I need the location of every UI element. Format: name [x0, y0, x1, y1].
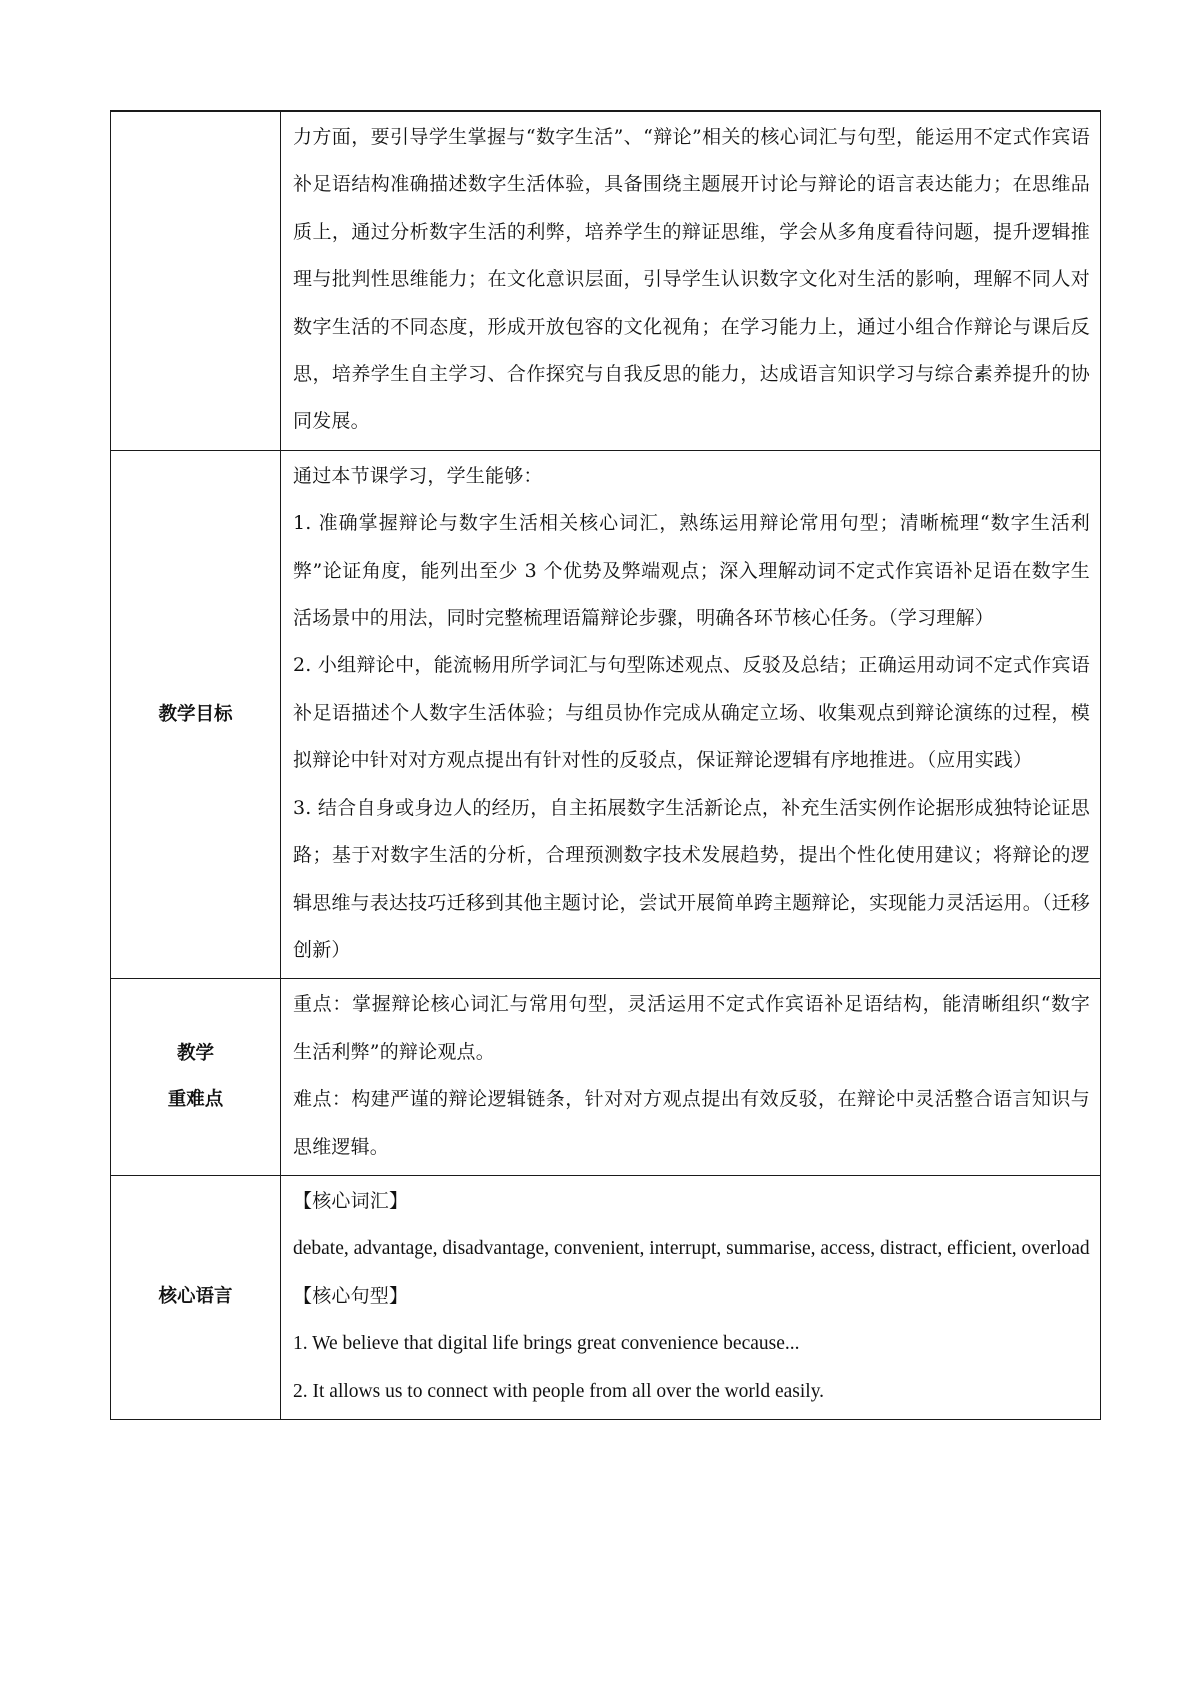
sentence-heading: 【核心句型】: [293, 1284, 409, 1307]
objective-item-1: 1. 准确掌握辩论与数字生活相关核心词汇，熟练运用辩论常用句型；清晰梳理“数字生活利弊”论证角度，能列出至少 3 个优势及弊端观点；深入理解动词不定式作宾语补足语在数字生活场景中的用法，同时完整梳理语篇辩论步骤，明确各环节核心任务。（学习理解）: [293, 512, 1090, 630]
keypoints-label: [111, 979, 281, 1176]
sentence-item-1: 1. We believe that digital life brings great convenience because...: [293, 1333, 800, 1355]
table-row-goals-continued: [111, 111, 1101, 450]
keypoints-label-line2: 重难点: [167, 1089, 224, 1111]
language-cell: [281, 1175, 1101, 1419]
table-row-keypoints: [111, 979, 1101, 1176]
keypoints-difficulty: 难点：构建严谨的辩论逻辑链条，针对对方观点提出有效反驳，在辩论中灵活整合语言知识与思维逻辑。: [293, 1088, 1090, 1158]
objective-item-2: 2. 小组辩论中，能流畅用所学词汇与句型陈述观点、反驳及总结；正确运用动词不定式作宾语补足语描述个人数字生活体验；与组员协作完成从确定立场、收集观点到辩论演练的过程，模拟辩论中针对对方观点提出有针对性的反驳点，保证辩论逻辑有序地推进。（应用实践）: [293, 654, 1090, 772]
keypoints-cell: [281, 979, 1101, 1176]
goals-continued-cell: [281, 111, 1101, 450]
objectives-label: 教学目标: [111, 450, 281, 978]
keypoints-focus: 重点：掌握辩论核心词汇与常用句型，灵活运用不定式作宾语补足语结构，能清晰组织“数字生活利弊”的辩论观点。: [293, 993, 1090, 1063]
objectives-cell: [281, 450, 1101, 978]
sentence-item-2: 2. It allows us to connect with people from all over the world easily.: [293, 1380, 825, 1402]
keypoints-label-line1: 教学: [176, 1043, 214, 1065]
table-row-objectives: [111, 450, 1101, 978]
language-label: 核心语言: [111, 1175, 281, 1419]
lesson-plan-table: [110, 110, 1101, 1420]
goals-continued-text: 力方面，要引导学生掌握与“数字生活”、“辩论”相关的核心词汇与句型，能运用不定式作宾语补足语结构准确描述数字生活体验，具备围绕主题展开讨论与辩论的语言表达能力；在思维品质上，通过分析数字生活的利弊，培养学生的辩证思维，学会从多角度看待问题，提升逻辑推理与批判性思维能力；在文化意识层面，引导学生认识数字文化对生活的影响，理解不同人对数字生活的不同态度，形成开放包容的文化视角；在学习能力上，通过小组合作辩论与课后反思，培养学生自主学习、合作探究与自我反思的能力，达成语言知识学习与综合素养提升的协同发展。: [293, 126, 1090, 433]
table-row-language: [111, 1175, 1101, 1419]
lesson-plan-page: [110, 110, 1100, 1420]
vocab-heading: 【核心词汇】: [293, 1189, 409, 1212]
objective-item-3: 3. 结合自身或身边人的经历，自主拓展数字生活新论点，补充生活实例作论据形成独特论证思路；基于对数字生活的分析，合理预测数字技术发展趋势，提出个性化使用建议；将辩论的逻辑思维与表达技巧迁移到其他主题讨论，尝试开展简单跨主题辩论，实现能力灵活运用。（迁移创新）: [293, 796, 1090, 961]
empty-label-cell: [111, 111, 281, 450]
objectives-intro: 通过本节课学习，学生能够：: [293, 464, 543, 487]
vocab-list: debate, advantage, disadvantage, convenient, interrupt, summarise, access, distract, efficient, overload: [293, 1238, 1090, 1260]
